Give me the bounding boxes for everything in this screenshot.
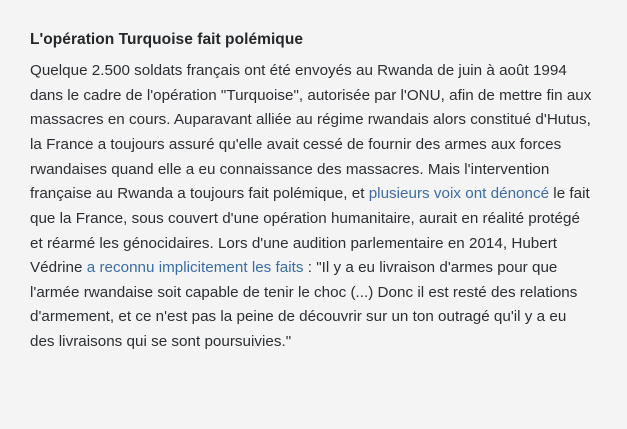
body-segment-3: : "Il y a eu livraison d'armes pour que l'armée rwandaise soit capable de tenir le choc (...) Donc il est resté des relations d'armement, et ce n'est pas la peine de découvrir sur un ton outragé qu'il y a eu des livraisons qui se sont poursuivies." [30,259,578,351]
page-title: L'opération Turquoise fait polémique [30,31,304,48]
article-body [30,59,593,355]
inline-link-plusieurs-voix[interactable]: plusieurs voix ont dénoncé [368,185,550,203]
body-segment-1: Quelque 2.500 soldats français ont été envoyés au Rwanda de juin à août 1994 dans le cadre de l'opération "Turquoise", autorisée par l'ONU, afin de mettre fin aux massacres en cours. Auparavant alliée au régime rwandais alors constitué d'Hutus, la France a toujours assuré qu'elle avait cessé de fournir des armes aux forces rwandaises quand elle a eu connaissance des massacres. Mais l'intervention française au Rwanda a toujours fait polémique, et [30,62,592,203]
inline-link-reconnu-implicitement[interactable]: a reconnu implicitement les faits [86,259,304,277]
body-segment-2: le fait que la France, sous couvert d'une opération humanitaire, aurait en réalité protégé et réarmé les génocidaires. Lors d'une audition parlementaire en 2014, Hubert Védrine [30,185,590,277]
